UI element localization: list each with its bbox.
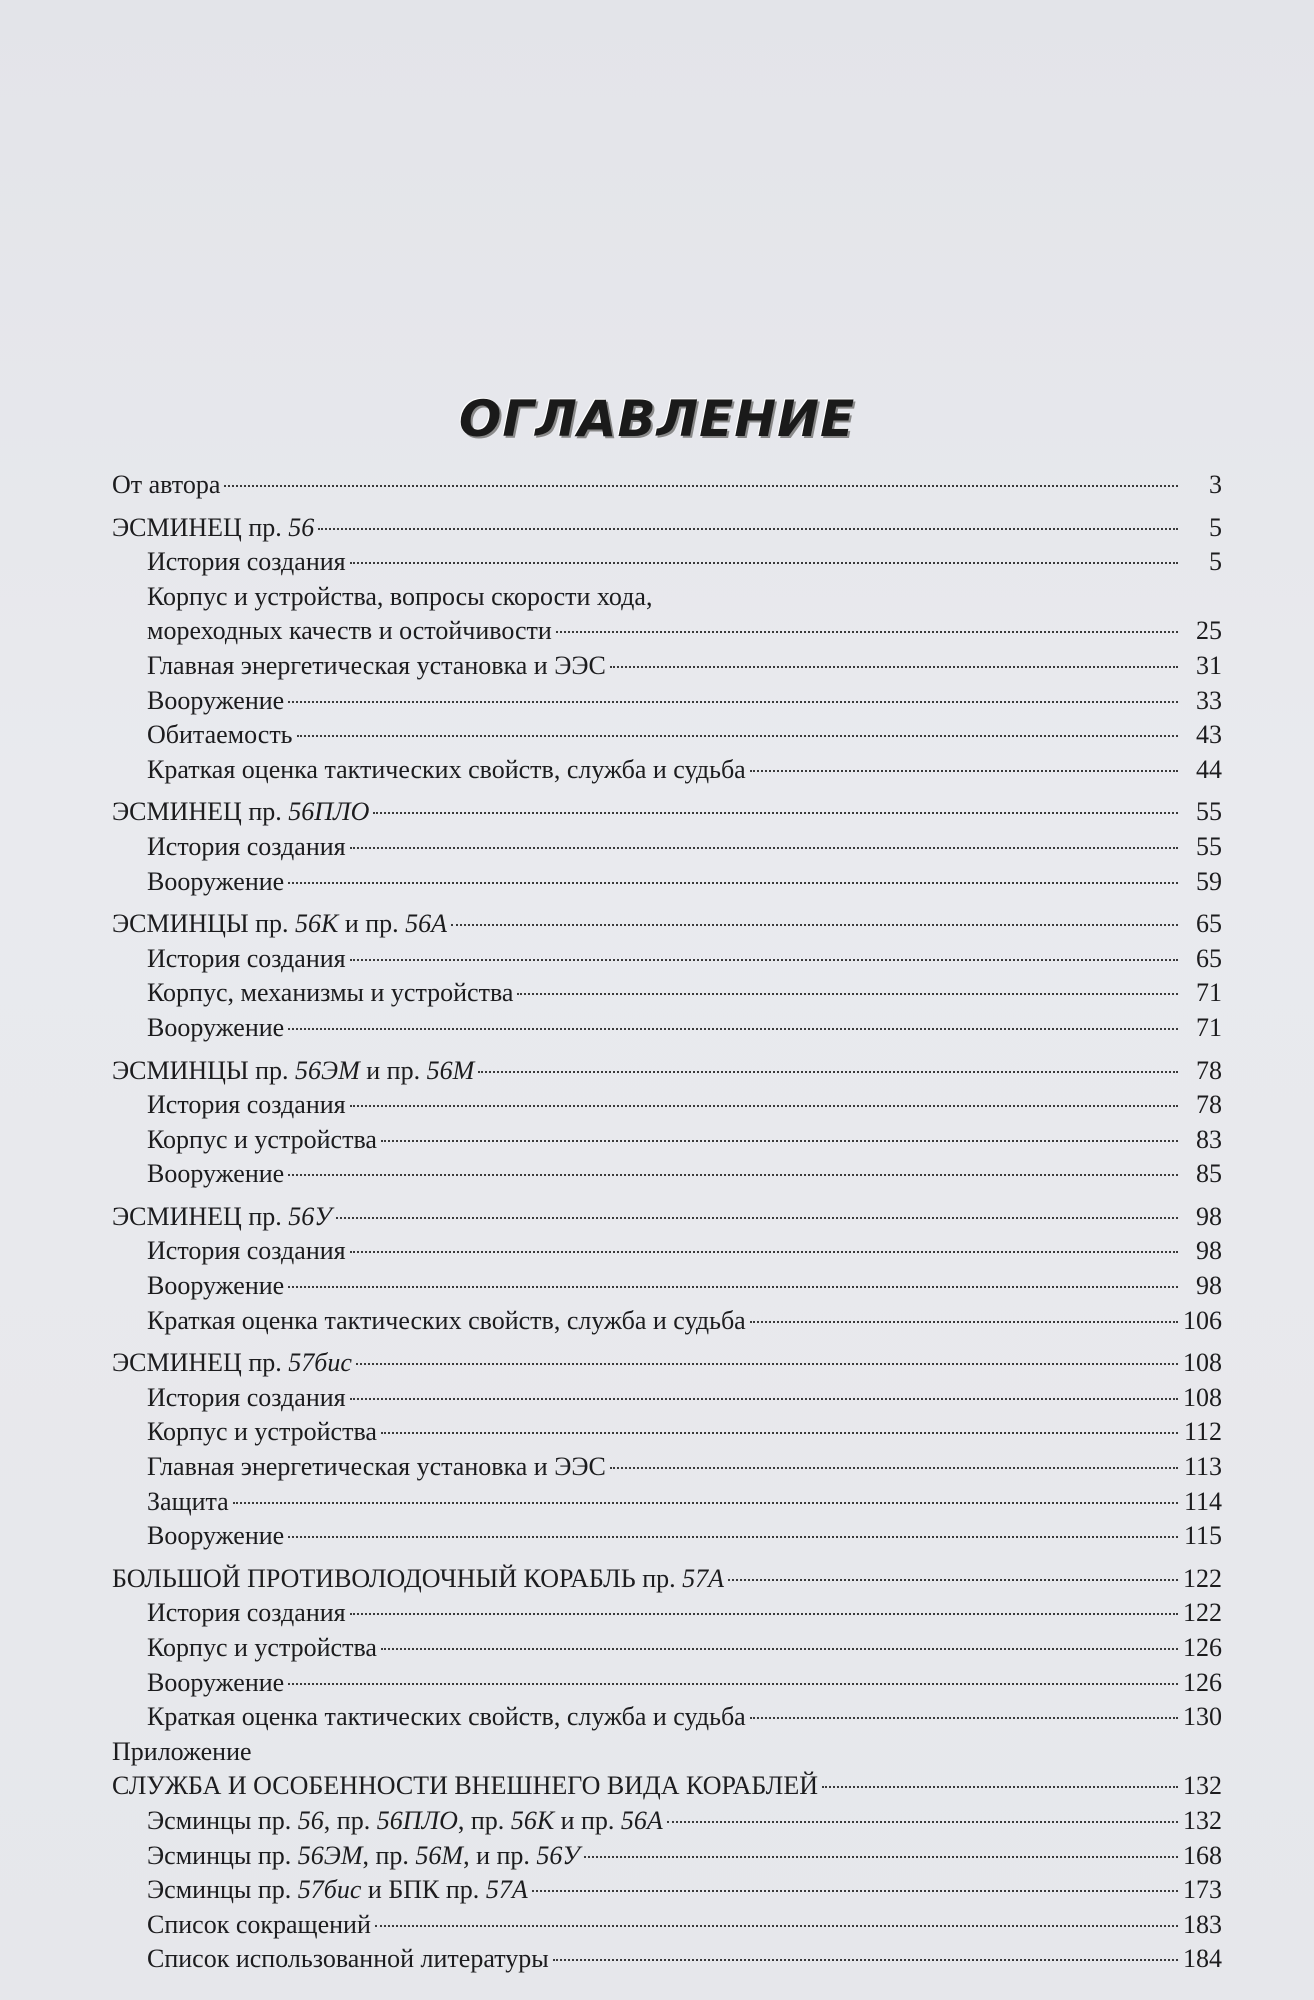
toc-text: Вооружение xyxy=(147,1271,285,1301)
dot-leader xyxy=(288,701,1178,703)
project-number: 56ПЛО xyxy=(376,1805,458,1835)
toc-text: и пр. xyxy=(338,909,406,939)
toc-text: История создания xyxy=(147,943,346,973)
dot-leader xyxy=(356,1363,1178,1365)
project-number: 56А xyxy=(405,909,448,939)
toc-text: Корпус и устройства xyxy=(147,1124,377,1154)
toc-entry-title xyxy=(147,718,293,753)
toc-entry-title xyxy=(147,1631,377,1666)
toc-text: Вооружение xyxy=(147,1159,285,1189)
page-number: 112 xyxy=(1183,1417,1222,1447)
toc-chapter-row xyxy=(112,1735,1222,1770)
toc-text: ЭСМИНЕЦ пр. xyxy=(112,797,289,827)
page-number: 126 xyxy=(1183,1667,1222,1697)
toc-text: Эсминцы пр. xyxy=(147,1875,298,1905)
toc-text: Краткая оценка тактических свойств, служба и судьба xyxy=(147,754,746,784)
dot-leader xyxy=(350,1613,1178,1615)
toc-section-row xyxy=(112,684,1222,719)
toc-section-row xyxy=(112,1839,1222,1874)
toc-section-row xyxy=(112,1942,1222,1977)
page-number: 71 xyxy=(1196,1012,1222,1042)
toc-entry-title xyxy=(147,1804,663,1839)
toc-text: Эсминцы пр. xyxy=(147,1805,298,1835)
page-number: 85 xyxy=(1196,1159,1222,1189)
toc-text: , пр. xyxy=(457,1805,511,1835)
toc-section-row xyxy=(112,1157,1222,1192)
toc-entry-title xyxy=(112,468,220,503)
page-number: 31 xyxy=(1196,650,1222,680)
toc-entry-title xyxy=(147,1415,377,1450)
page-number: 71 xyxy=(1196,978,1222,1008)
toc-entry-title xyxy=(147,865,284,900)
dot-leader xyxy=(224,485,1178,487)
dot-leader xyxy=(350,1398,1178,1400)
page-number: 98 xyxy=(1196,1236,1222,1266)
toc-text: и пр. xyxy=(359,1055,427,1085)
toc-text: ЭСМИНЦЫ пр. xyxy=(112,1055,296,1085)
dot-leader xyxy=(350,959,1178,961)
toc-section-row xyxy=(112,1804,1222,1839)
toc-text: Корпус и устройства, вопросы скорости хода, xyxy=(147,581,653,611)
toc-entry-title xyxy=(147,1700,746,1735)
page-number: 98 xyxy=(1196,1201,1222,1231)
dot-leader xyxy=(350,562,1178,564)
page-number: 115 xyxy=(1183,1521,1222,1551)
toc-section-row xyxy=(112,942,1222,977)
page-number: 106 xyxy=(1183,1305,1222,1335)
toc-entry-title xyxy=(147,753,746,788)
toc-section-row xyxy=(112,1088,1222,1123)
toc-entry-title xyxy=(147,1450,606,1485)
page-number: 122 xyxy=(1183,1598,1222,1628)
dot-leader xyxy=(318,528,1178,530)
toc-entry-title xyxy=(112,1200,332,1235)
dot-leader xyxy=(451,924,1178,926)
toc-text: БОЛЬШОЙ ПРОТИВОЛОДОЧНЫЙ КОРАБЛЬ пр. xyxy=(112,1563,683,1593)
dot-leader xyxy=(610,666,1178,668)
project-number: 56 xyxy=(288,512,315,542)
dot-leader xyxy=(750,770,1178,772)
toc-entry-title xyxy=(147,1304,746,1339)
toc-entry-title xyxy=(112,511,314,546)
toc-text: История создания xyxy=(147,1236,346,1266)
toc-section-row xyxy=(112,1700,1222,1735)
toc-entry-title xyxy=(147,1123,377,1158)
page-number: 59 xyxy=(1196,866,1222,896)
toc-entry-title xyxy=(147,1234,346,1269)
dot-leader xyxy=(288,1174,1178,1176)
toc-chapter-row xyxy=(112,1562,1222,1597)
toc-entry-title xyxy=(112,1054,474,1089)
page-number: 65 xyxy=(1196,909,1222,939)
toc-text: Вооружение xyxy=(147,1521,285,1551)
page-number: 43 xyxy=(1196,720,1222,750)
toc-entry-title xyxy=(147,942,346,977)
page-number: 44 xyxy=(1196,754,1222,784)
dot-leader xyxy=(297,735,1178,737)
toc-section-row xyxy=(112,1666,1222,1701)
page-title: ОГЛАВЛЕНИЕ xyxy=(458,390,856,448)
dot-leader xyxy=(610,1467,1178,1469)
table-of-contents xyxy=(112,468,1222,1977)
toc-section-row xyxy=(112,1381,1222,1416)
toc-section-row xyxy=(112,1415,1222,1450)
toc-chapter-row xyxy=(112,1200,1222,1235)
toc-text: ЭСМИНЕЦ пр. xyxy=(112,1201,289,1231)
toc-chapter-row xyxy=(112,795,1222,830)
toc-section-row xyxy=(112,753,1222,788)
toc-entry-title xyxy=(147,976,513,1011)
page-number: 184 xyxy=(1183,1944,1222,1974)
toc-text: Вооружение xyxy=(147,866,285,896)
toc-entry-title xyxy=(147,649,606,684)
toc-chapter-row xyxy=(112,1346,1222,1381)
page-number: 132 xyxy=(1183,1805,1222,1835)
toc-text: и пр. xyxy=(554,1805,621,1835)
project-number: 56А xyxy=(620,1805,663,1835)
toc-section-row xyxy=(112,1596,1222,1631)
dot-leader xyxy=(233,1502,1178,1504)
project-number: 56К xyxy=(510,1805,555,1835)
toc-section-row xyxy=(112,1011,1222,1046)
page-number: 3 xyxy=(1209,470,1222,499)
dot-leader xyxy=(350,1251,1178,1253)
toc-text: , и пр. xyxy=(463,1840,537,1870)
dot-leader xyxy=(553,1959,1178,1961)
toc-text: История создания xyxy=(147,1598,346,1628)
toc-text: От автора xyxy=(112,470,221,499)
toc-chapter-row xyxy=(112,907,1222,942)
toc-section-row xyxy=(112,1485,1222,1520)
toc-entry-title xyxy=(112,1562,724,1597)
toc-section-row xyxy=(112,1269,1222,1304)
toc-entry-title xyxy=(147,545,346,580)
toc-chapter-row xyxy=(112,1769,1222,1804)
toc-entry-title xyxy=(112,1735,252,1770)
toc-entry-title xyxy=(147,1519,284,1554)
toc-text: История создания xyxy=(147,1382,346,1412)
toc-entry-title xyxy=(147,1269,284,1304)
toc-text: Вооружение xyxy=(147,1667,285,1697)
toc-section-row xyxy=(112,718,1222,753)
page-number: 168 xyxy=(1183,1840,1222,1870)
toc-text: История создания xyxy=(147,1090,346,1120)
toc-section-row xyxy=(112,830,1222,865)
page-number: 55 xyxy=(1196,797,1222,827)
dot-leader xyxy=(373,812,1178,814)
page-number: 5 xyxy=(1209,547,1222,577)
page-number: 78 xyxy=(1196,1090,1222,1120)
toc-section-row xyxy=(112,1304,1222,1339)
project-number: 56ЭМ xyxy=(297,1840,363,1870)
dot-leader xyxy=(750,1321,1178,1323)
toc-entry-title xyxy=(147,684,284,719)
dot-leader xyxy=(288,1028,1178,1030)
toc-entry-title xyxy=(147,1157,284,1192)
dot-leader xyxy=(381,1648,1178,1650)
page-number: 113 xyxy=(1183,1452,1222,1482)
toc-text: Вооружение xyxy=(147,685,285,715)
project-number: 56М xyxy=(415,1840,464,1870)
toc-section-row xyxy=(112,580,1222,615)
page-number: 126 xyxy=(1183,1633,1222,1662)
toc-text: СЛУЖБА И ОСОБЕННОСТИ ВНЕШНЕГО ВИДА КОРАБЛЕЙ xyxy=(112,1771,818,1801)
toc-entry-title xyxy=(147,1485,229,1520)
project-number: 56ПЛО xyxy=(288,797,370,827)
page-number: 55 xyxy=(1196,831,1222,861)
page-number: 65 xyxy=(1196,943,1222,973)
toc-entry-title xyxy=(112,1346,352,1381)
toc-section-row xyxy=(112,865,1222,900)
toc-entry-title xyxy=(147,1088,346,1123)
dot-leader xyxy=(750,1717,1178,1719)
page-number: 122 xyxy=(1183,1563,1222,1593)
project-number: 56К xyxy=(295,909,339,939)
page-number: 173 xyxy=(1183,1875,1222,1905)
toc-text: , пр. xyxy=(323,1805,377,1835)
toc-entry-title xyxy=(147,1381,346,1416)
toc-text: Приложение xyxy=(112,1736,252,1766)
page-number: 114 xyxy=(1183,1486,1222,1516)
toc-entry-title xyxy=(147,614,552,649)
toc-section-row xyxy=(112,649,1222,684)
dot-leader xyxy=(288,1286,1178,1288)
dot-leader xyxy=(584,1856,1178,1858)
toc-section-row xyxy=(112,1123,1222,1158)
toc-text: Защита xyxy=(147,1486,229,1516)
project-number: 57А xyxy=(682,1563,725,1593)
dot-leader xyxy=(667,1821,1178,1823)
dot-leader xyxy=(381,1432,1178,1434)
project-number: 56У xyxy=(288,1201,332,1231)
toc-text: ЭСМИНЕЦ пр. xyxy=(112,1348,289,1378)
toc-text: Список использованной литературы xyxy=(147,1944,549,1974)
toc-section-row xyxy=(112,976,1222,1011)
project-number: 56ЭМ xyxy=(295,1055,360,1085)
toc-text: Главная энергетическая установка и ЭЭС xyxy=(147,1452,606,1482)
toc-entry-title xyxy=(112,907,447,942)
dot-leader xyxy=(350,847,1178,849)
toc-text: , пр. xyxy=(362,1840,416,1870)
toc-text: Обитаемость xyxy=(147,720,293,750)
toc-text: Краткая оценка тактических свойств, служба и судьба xyxy=(147,1702,746,1732)
toc-text: История создания xyxy=(147,831,346,861)
toc-text: Главная энергетическая установка и ЭЭС xyxy=(147,650,606,680)
toc-text: и БПК пр. xyxy=(361,1875,486,1905)
toc-entry-title xyxy=(147,1942,549,1977)
toc-entry-title xyxy=(147,1908,371,1943)
dot-leader xyxy=(288,1683,1178,1685)
dot-leader xyxy=(517,993,1178,995)
toc-section-row xyxy=(112,1450,1222,1485)
page-number: 183 xyxy=(1183,1909,1222,1939)
toc-text: Список сокращений xyxy=(147,1909,371,1939)
page-number: 33 xyxy=(1196,685,1222,715)
page-number: 132 xyxy=(1183,1771,1222,1801)
toc-chapter-row xyxy=(112,1054,1222,1089)
toc-text: ЭСМИНЕЦ пр. xyxy=(112,512,289,542)
toc-text: Эсминцы пр. xyxy=(147,1840,298,1870)
toc-entry-title xyxy=(112,1769,818,1804)
toc-chapter-row xyxy=(112,511,1222,546)
toc-text: Вооружение xyxy=(147,1012,285,1042)
toc-section-row xyxy=(112,545,1222,580)
dot-leader xyxy=(478,1071,1178,1073)
toc-text: Корпус, механизмы и устройства xyxy=(147,978,514,1008)
toc-text: ЭСМИНЦЫ пр. xyxy=(112,909,296,939)
toc-entry-title xyxy=(147,1011,284,1046)
page-number: 78 xyxy=(1196,1055,1222,1085)
toc-section-row xyxy=(112,1873,1222,1908)
toc-section-row xyxy=(112,1908,1222,1943)
dot-leader xyxy=(822,1786,1178,1788)
toc-text: мореходных качеств и остойчивости xyxy=(147,616,552,646)
toc-section-row xyxy=(112,1234,1222,1269)
toc-section-row xyxy=(112,614,1222,649)
project-number: 57бис xyxy=(288,1348,352,1378)
toc-chapter-row xyxy=(112,468,1222,503)
toc-section-row xyxy=(112,1631,1222,1666)
page-number: 25 xyxy=(1196,616,1222,646)
dot-leader xyxy=(336,1217,1178,1219)
page-number: 108 xyxy=(1183,1348,1222,1378)
toc-entry-title xyxy=(147,580,652,615)
dot-leader xyxy=(728,1579,1178,1581)
toc-entry-title xyxy=(147,1666,284,1701)
page-number: 108 xyxy=(1183,1382,1222,1412)
toc-entry-title xyxy=(147,1873,528,1908)
project-number: 56У xyxy=(536,1840,580,1870)
toc-entry-title xyxy=(147,1596,346,1631)
dot-leader xyxy=(381,1140,1178,1142)
dot-leader xyxy=(288,1536,1178,1538)
dot-leader xyxy=(350,1105,1178,1107)
toc-section-row xyxy=(112,1519,1222,1554)
dot-leader xyxy=(375,1925,1178,1927)
toc-text: Корпус и устройства xyxy=(147,1633,377,1662)
toc-entry-title xyxy=(147,1839,580,1874)
page-number: 83 xyxy=(1196,1124,1222,1154)
toc-text: История создания xyxy=(147,547,346,577)
project-number: 56М xyxy=(426,1055,475,1085)
project-number: 57А xyxy=(485,1875,528,1905)
project-number: 56 xyxy=(297,1805,324,1835)
page-number: 5 xyxy=(1209,512,1222,542)
dot-leader xyxy=(556,631,1178,633)
toc-entry-title xyxy=(112,795,369,830)
page-number: 130 xyxy=(1183,1702,1222,1732)
toc-text: Краткая оценка тактических свойств, служба и судьба xyxy=(147,1305,746,1335)
dot-leader xyxy=(288,882,1178,884)
toc-entry-title xyxy=(147,830,346,865)
page-number: 98 xyxy=(1196,1271,1222,1301)
toc-text: Корпус и устройства xyxy=(147,1417,377,1447)
project-number: 57бис xyxy=(297,1875,362,1905)
dot-leader xyxy=(532,1890,1178,1892)
